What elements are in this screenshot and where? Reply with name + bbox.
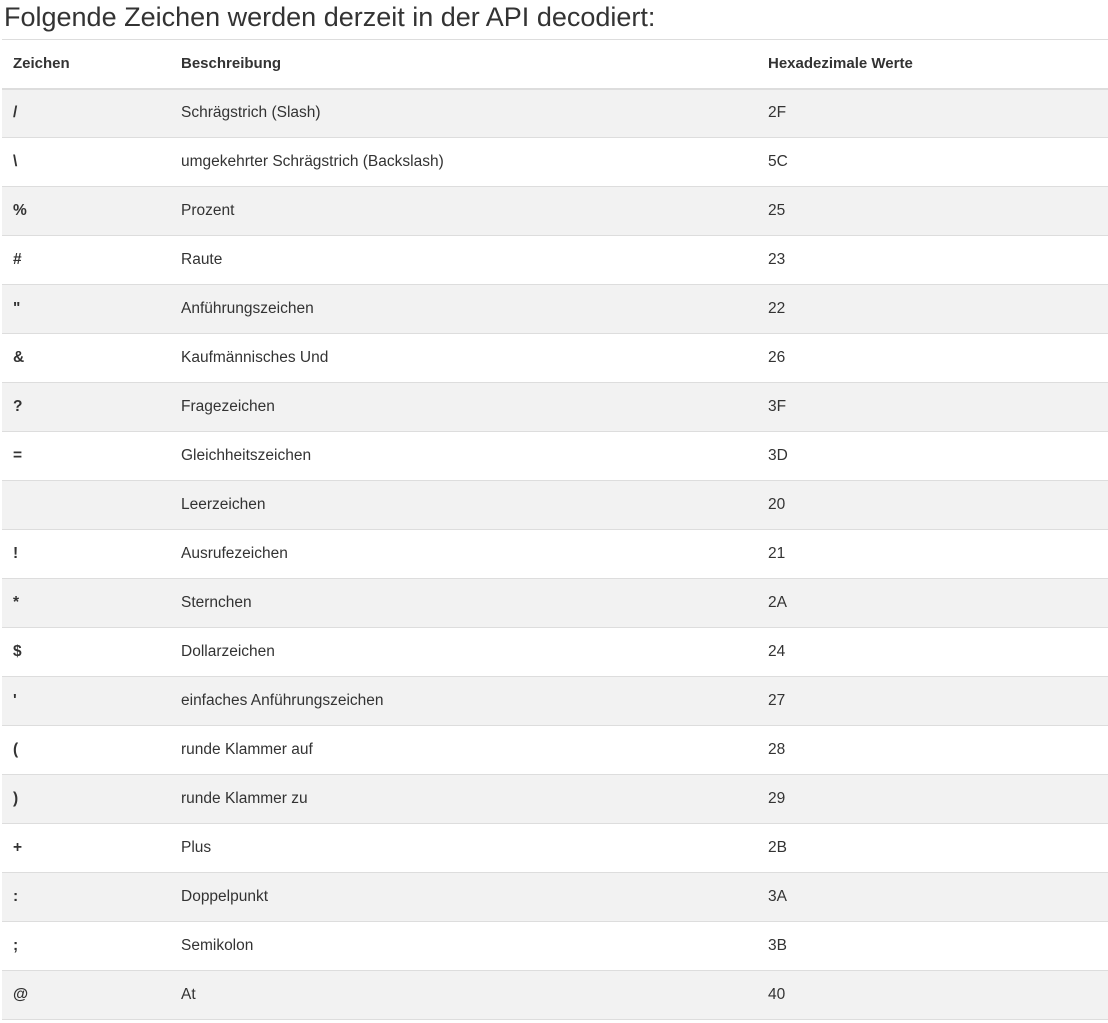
decoded-characters-table [2,39,1108,1020]
cell-zeichen: @ [2,971,170,1020]
table-row [2,922,1108,971]
page-title: Folgende Zeichen werden derzeit in der API decodiert: [4,2,656,32]
table-row [2,873,1108,922]
cell-hex-value: 22 [757,285,1108,334]
cell-zeichen: $ [2,628,170,677]
cell-hex-value: 24 [757,628,1108,677]
cell-hex-value: 3F [757,383,1108,432]
cell-zeichen: ) [2,775,170,824]
table-row [2,236,1108,285]
cell-zeichen: * [2,579,170,628]
cell-zeichen: ; [2,922,170,971]
cell-beschreibung: Semikolon [170,922,757,971]
cell-hex-value: 25 [757,187,1108,236]
table-row [2,726,1108,775]
table-row [2,432,1108,481]
cell-beschreibung: Fragezeichen [170,383,757,432]
cell-hex-value: 20 [757,481,1108,530]
cell-hex-value: 2B [757,824,1108,873]
table-row [2,677,1108,726]
cell-beschreibung: Gleichheitszeichen [170,432,757,481]
cell-zeichen: & [2,334,170,383]
cell-hex-value: 3A [757,873,1108,922]
column-header-hexadezimale-werte: Hexadezimale Werte [757,40,1108,89]
cell-beschreibung: Plus [170,824,757,873]
cell-zeichen: % [2,187,170,236]
cell-beschreibung: Leerzeichen [170,481,757,530]
cell-beschreibung: Dollarzeichen [170,628,757,677]
table-row [2,383,1108,432]
cell-zeichen: " [2,285,170,334]
table-row [2,285,1108,334]
cell-hex-value: 27 [757,677,1108,726]
cell-hex-value: 2A [757,579,1108,628]
column-header-beschreibung: Beschreibung [170,40,757,89]
cell-hex-value: 28 [757,726,1108,775]
cell-hex-value: 26 [757,334,1108,383]
cell-beschreibung: Kaufmännisches Und [170,334,757,383]
column-header-zeichen: Zeichen [2,40,170,89]
table-row [2,530,1108,579]
cell-zeichen: / [2,89,170,138]
cell-zeichen: ! [2,530,170,579]
cell-beschreibung: Schrägstrich (Slash) [170,89,757,138]
table-row [2,628,1108,677]
cell-zeichen [2,481,170,530]
cell-hex-value: 5C [757,138,1108,187]
cell-zeichen: # [2,236,170,285]
cell-hex-value: 3D [757,432,1108,481]
cell-hex-value: 3B [757,922,1108,971]
cell-beschreibung: Anführungszeichen [170,285,757,334]
cell-beschreibung: At [170,971,757,1020]
cell-beschreibung: runde Klammer zu [170,775,757,824]
table-row [2,579,1108,628]
table-row [2,481,1108,530]
cell-zeichen: = [2,432,170,481]
cell-beschreibung: Prozent [170,187,757,236]
cell-zeichen: \ [2,138,170,187]
cell-beschreibung: Ausrufezeichen [170,530,757,579]
table-row [2,824,1108,873]
cell-beschreibung: einfaches Anführungszeichen [170,677,757,726]
table-body [2,89,1108,1020]
cell-hex-value: 29 [757,775,1108,824]
cell-zeichen: : [2,873,170,922]
cell-hex-value: 2F [757,89,1108,138]
cell-beschreibung: umgekehrter Schrägstrich (Backslash) [170,138,757,187]
table-row [2,334,1108,383]
cell-hex-value: 21 [757,530,1108,579]
cell-beschreibung: Sternchen [170,579,757,628]
cell-hex-value: 40 [757,971,1108,1020]
cell-zeichen: + [2,824,170,873]
cell-zeichen: ' [2,677,170,726]
cell-beschreibung: Raute [170,236,757,285]
table-header-row [2,40,1108,89]
cell-zeichen: ( [2,726,170,775]
table-row [2,89,1108,138]
table-row [2,971,1108,1020]
cell-hex-value: 23 [757,236,1108,285]
table-row [2,138,1108,187]
table-row [2,775,1108,824]
cell-zeichen: ? [2,383,170,432]
cell-beschreibung: runde Klammer auf [170,726,757,775]
table-row [2,187,1108,236]
cell-beschreibung: Doppelpunkt [170,873,757,922]
